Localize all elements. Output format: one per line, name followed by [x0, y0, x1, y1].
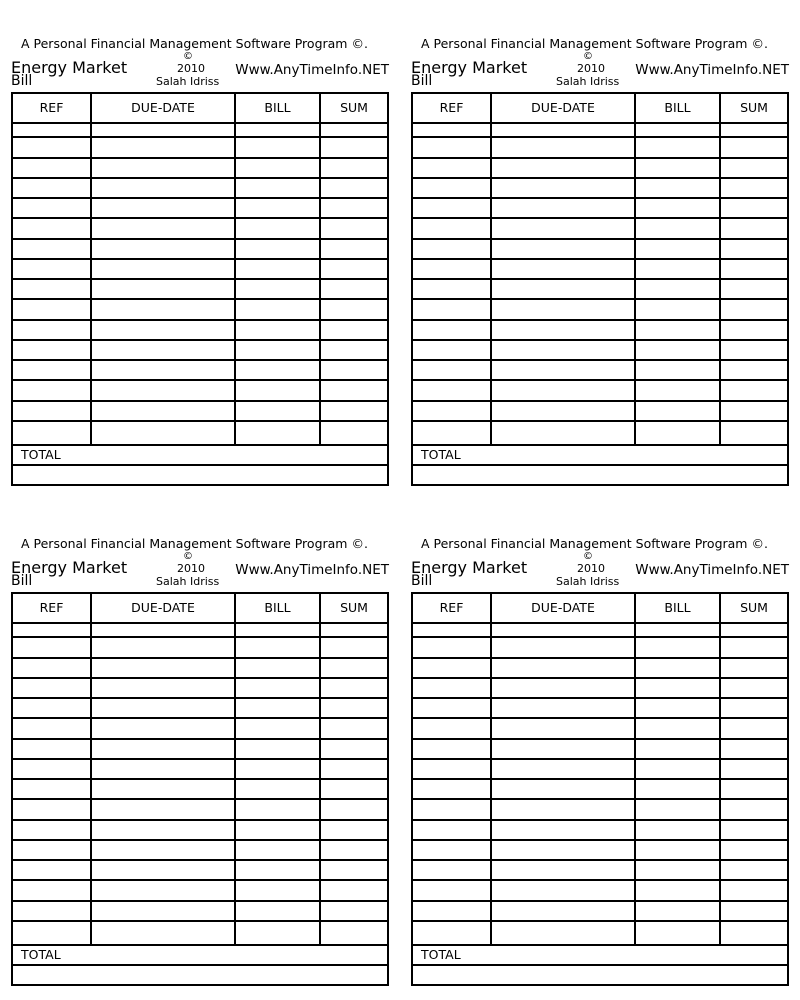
column-header-bill: BILL [664, 100, 691, 115]
row-rule [13, 444, 387, 446]
bill-form-bottom-left [11, 536, 389, 996]
row-rule [413, 157, 787, 159]
row-rule [13, 677, 387, 679]
total-rule [413, 464, 787, 466]
row-rule [13, 758, 387, 760]
copyright-mark: © [583, 551, 593, 562]
column-header-due-date: DUE-DATE [131, 100, 195, 115]
total-rule [13, 464, 387, 466]
row-rule [13, 136, 387, 138]
row-rule [413, 717, 787, 719]
total-rule [413, 964, 787, 966]
row-rule [13, 697, 387, 699]
row-rule [413, 944, 787, 946]
column-divider [490, 94, 492, 444]
form-tagline: A Personal Financial Management Software Program ©. [21, 536, 368, 551]
form-title: Energy Market [11, 58, 128, 77]
row-rule [13, 944, 387, 946]
row-rule [13, 900, 387, 902]
row-rule [13, 859, 387, 861]
header-rule [413, 122, 787, 124]
column-divider [634, 594, 636, 944]
row-rule [413, 319, 787, 321]
row-rule [413, 379, 787, 381]
form-tagline: A Personal Financial Management Software Program ©. [421, 536, 768, 551]
row-rule [13, 657, 387, 659]
row-rule [413, 920, 787, 922]
column-divider [490, 594, 492, 944]
row-rule [13, 400, 387, 402]
row-rule [413, 278, 787, 280]
row-rule [13, 778, 387, 780]
row-rule [413, 738, 787, 740]
row-rule [13, 819, 387, 821]
copyright-year: 2010 [177, 562, 205, 575]
row-rule [413, 420, 787, 422]
bill-form-bottom-right [411, 536, 789, 996]
row-rule [13, 238, 387, 240]
column-header-bill: BILL [664, 600, 691, 615]
row-rule [13, 359, 387, 361]
column-divider [319, 94, 321, 444]
row-rule [13, 636, 387, 638]
row-rule [413, 778, 787, 780]
bill-form-top-left [11, 36, 389, 496]
row-rule [413, 238, 787, 240]
total-label: TOTAL [421, 447, 461, 462]
row-rule [13, 420, 387, 422]
column-divider [234, 94, 236, 444]
row-rule [13, 157, 387, 159]
row-rule [13, 217, 387, 219]
form-title: Energy Market [11, 558, 128, 577]
column-divider [90, 594, 92, 944]
row-rule [13, 258, 387, 260]
row-rule [13, 197, 387, 199]
row-rule [413, 900, 787, 902]
column-header-bill: BILL [264, 100, 291, 115]
row-rule [413, 798, 787, 800]
column-header-ref: REF [439, 600, 464, 615]
form-title-sub: Bill [411, 73, 433, 89]
column-divider [90, 94, 92, 444]
bill-form-top-right [411, 36, 789, 496]
column-header-due-date: DUE-DATE [531, 600, 595, 615]
column-header-sum: SUM [740, 600, 768, 615]
bill-table [411, 92, 789, 486]
row-rule [13, 798, 387, 800]
row-rule [413, 697, 787, 699]
row-rule [13, 717, 387, 719]
column-header-ref: REF [439, 100, 464, 115]
column-divider [719, 594, 721, 944]
row-rule [13, 738, 387, 740]
row-rule [13, 319, 387, 321]
total-label: TOTAL [21, 947, 61, 962]
column-header-ref: REF [39, 100, 64, 115]
row-rule [13, 298, 387, 300]
header-rule [413, 622, 787, 624]
bill-table [11, 92, 389, 486]
row-rule [413, 444, 787, 446]
copyright-mark: © [183, 551, 193, 562]
website-url: Www.AnyTimeInfo.NET [235, 62, 389, 78]
copyright-mark: © [583, 51, 593, 62]
row-rule [413, 258, 787, 260]
total-label: TOTAL [421, 947, 461, 962]
row-rule [413, 819, 787, 821]
form-tagline: A Personal Financial Management Software Program ©. [421, 36, 768, 51]
row-rule [413, 839, 787, 841]
row-rule [13, 278, 387, 280]
column-header-bill: BILL [264, 600, 291, 615]
column-header-due-date: DUE-DATE [131, 600, 195, 615]
header-rule [13, 122, 387, 124]
column-header-sum: SUM [340, 600, 368, 615]
row-rule [413, 177, 787, 179]
author-name: Salah Idriss [156, 575, 220, 588]
copyright-year: 2010 [577, 562, 605, 575]
form-title: Energy Market [411, 58, 528, 77]
form-title-sub: Bill [11, 73, 33, 89]
total-rule [13, 964, 387, 966]
row-rule [413, 859, 787, 861]
website-url: Www.AnyTimeInfo.NET [235, 562, 389, 578]
row-rule [13, 839, 387, 841]
row-rule [413, 758, 787, 760]
row-rule [413, 657, 787, 659]
column-header-due-date: DUE-DATE [531, 100, 595, 115]
row-rule [413, 197, 787, 199]
copyright-mark: © [183, 51, 193, 62]
row-rule [13, 177, 387, 179]
row-rule [413, 298, 787, 300]
row-rule [13, 879, 387, 881]
copyright-year: 2010 [577, 62, 605, 75]
form-tagline: A Personal Financial Management Software Program ©. [21, 36, 368, 51]
form-title-sub: Bill [411, 573, 433, 589]
form-title-sub: Bill [11, 573, 33, 589]
form-title: Energy Market [411, 558, 528, 577]
column-divider [319, 594, 321, 944]
author-name: Salah Idriss [556, 75, 620, 88]
row-rule [413, 359, 787, 361]
column-divider [234, 594, 236, 944]
author-name: Salah Idriss [556, 575, 620, 588]
row-rule [13, 339, 387, 341]
total-label: TOTAL [21, 447, 61, 462]
column-divider [634, 94, 636, 444]
row-rule [413, 339, 787, 341]
bill-table [411, 592, 789, 986]
header-rule [13, 622, 387, 624]
column-header-sum: SUM [740, 100, 768, 115]
website-url: Www.AnyTimeInfo.NET [635, 562, 789, 578]
row-rule [413, 136, 787, 138]
copyright-year: 2010 [177, 62, 205, 75]
row-rule [413, 400, 787, 402]
row-rule [13, 379, 387, 381]
row-rule [413, 879, 787, 881]
column-header-ref: REF [39, 600, 64, 615]
row-rule [413, 217, 787, 219]
row-rule [413, 677, 787, 679]
author-name: Salah Idriss [156, 75, 220, 88]
website-url: Www.AnyTimeInfo.NET [635, 62, 789, 78]
bill-table [11, 592, 389, 986]
row-rule [13, 920, 387, 922]
column-divider [719, 94, 721, 444]
row-rule [413, 636, 787, 638]
column-header-sum: SUM [340, 100, 368, 115]
